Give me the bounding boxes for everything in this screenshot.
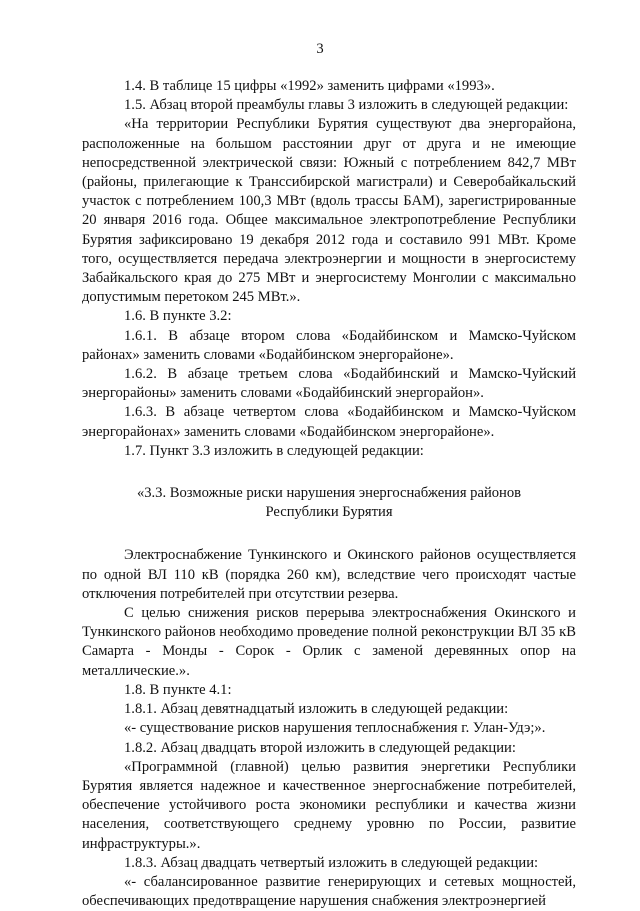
section-heading-line-2: Республики Бурятия	[265, 504, 393, 521]
page-number: 3	[316, 41, 324, 57]
paragraph-power-supply: Электроснабжение Тункинского и Окинского районов осуществляется по одной ВЛ 110 кВ (порядка 260 км), вследствие чего происходят частые отключения потребителей при отсутствии резерва.	[82, 547, 576, 602]
paragraph-1-6-2: 1.6.2. В абзаце третьем слова «Бодайбинский и Мамско-Чуйский энергорайоны» заменить словами «Бодайбинский энергорайон».	[82, 366, 576, 402]
paragraph-1-8: 1.8. В пункте 4.1:	[124, 681, 232, 698]
paragraph-1-6-3: 1.6.3. В абзаце четвертом слова «Бодайбинском и Мамско-Чуйском энергорайонах» заменить словами «Бодайбинском энергорайоне».	[82, 404, 576, 440]
paragraph-1-6: 1.6. В пункте 3.2:	[124, 308, 232, 325]
paragraph-1-4: 1.4. В таблице 15 цифры «1992» заменить цифрами «1993».	[124, 78, 495, 94]
document-body	[82, 77, 576, 911]
paragraph-1-8-3: 1.8.3. Абзац двадцать четвертый изложить в следующей редакции:	[124, 854, 539, 871]
quoted-paragraph-program-goal: «Программной (главной) целью развития энергетики Республики Бурятия является надежное и качественное энергоснабжение потребителей, обеспечение устойчивого роста экономики республики и качества жизни населения, соответствующего среднему уровню по России, развитие инфраструктуры.».	[82, 758, 576, 852]
quoted-paragraph-balanced-development: «- сбалансированное развитие генерирующих и сетевых мощностей, обеспечивающих предотвращение нарушения снабжения электроэнергией	[82, 873, 576, 910]
paragraph-1-7: 1.7. Пункт 3.3 изложить в следующей редакции:	[124, 442, 424, 459]
paragraph-1-8-2: 1.8.2. Абзац двадцать второй изложить в следующей редакции:	[124, 739, 516, 756]
section-heading-3-3	[82, 484, 576, 522]
paragraph-reconstruction: С целью снижения рисков перерыва электроснабжения Окинского и Тункинского районов необходимо проведение полной реконструкции ВЛ 35 кВ Самарта - Монды - Сорок - Орлик с заменой деревянных опор на металлические.».	[82, 605, 576, 679]
section-heading-line-1: «3.3. Возможные риски нарушения энергоснабжения районов	[136, 485, 522, 502]
paragraph-1-5: 1.5. Абзац второй преамбулы главы 3 изложить в следующей редакции:	[124, 97, 569, 114]
paragraph-1-8-1: 1.8.1. Абзац девятнадцатый изложить в следующей редакции:	[124, 701, 509, 718]
paragraph-1-6-1: 1.6.1. В абзаце втором слова «Бодайбинском и Мамско-Чуйском районах» заменить словами «Бодайбинском энергорайоне».	[82, 327, 576, 363]
quoted-paragraph-heat-supply: «- существование рисков нарушения теплоснабжения г. Улан-Удэ;».	[124, 720, 546, 737]
quoted-paragraph-energy-regions: «На территории Республики Бурятия существуют два энергорайона, расположенные на большом расстоянии друг от друга и не имеющие непосредственной электрической связи: Южный с потреблением 842,7 МВт (районы, прилегающие к Транссибирской магистрали) и Северобайкальский участок с потреблением 100,3 МВт (вдоль трассы БАМ), зарегистрированные 20 января 2016 года. Общее максимальное электропотребление Республики Бурятия зафиксировано 19 декабря 2012 года и составило 991 МВт. Кроме того, осуществляется передача электроэнергии и мощности в энергосистему Забайкальского края до 275 МВт и энергосистему Монголии с максимально допустимым перетоком 245 МВт.».	[82, 116, 576, 306]
